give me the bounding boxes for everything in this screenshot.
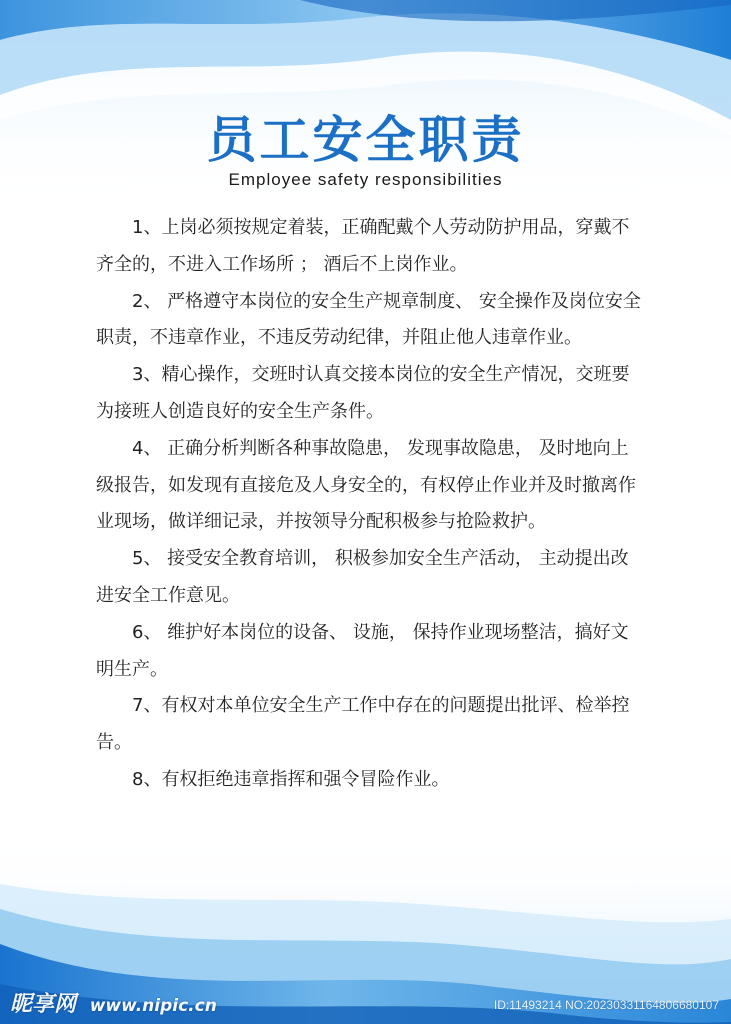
page-subtitle: Employee safety responsibilities: [228, 170, 503, 189]
list-item: 5、 接受安全教育培训， 积极参加安全生产活动， 主动提出改进安全工作意见。: [96, 548, 629, 606]
watermark-brand-name: 昵享网: [10, 992, 77, 1017]
watermark-brand: [10, 987, 217, 1018]
list-item: 6、 维护好本岗位的设备、 设施， 保持作业现场整洁，搞好文明生产。: [96, 621, 629, 680]
list-item: 1、上岗必须按规定着装，正确配戴个人劳动防护用品，穿戴不齐全的，不进入工作场所 ； 酒后不上岗作业。: [96, 217, 630, 275]
page-title: 员工安全职责: [206, 111, 525, 169]
list-item: 8、有权拒绝违章指挥和强令冒险作业。: [132, 768, 450, 790]
list-item: 3、精心操作，交班时认真交接本岗位的安全生产情况，交班要为接班人创造良好的安全生产条件。: [96, 364, 630, 422]
watermark-id: ID:11493214 NO:20230331164806680107: [493, 998, 719, 1012]
list-item: 4、 正确分析判断各种事故隐患， 发现事故隐患， 及时地向上级报告，如发现有直接危及人身安全的，有权停止作业并及时撤离作业现场，做详细记录，并按领导分配积极参与抢险救护。: [96, 437, 636, 533]
responsibilities-list: [96, 210, 641, 799]
list-item: 2、 严格遵守本岗位的安全生产规章制度、 安全操作及岗位安全职责，不违章作业，不违反劳动纪律，并阻止他人违章作业。: [96, 290, 641, 349]
list-item: 7、有权对本单位安全生产工作中存在的问题提出批评、检举控告。: [96, 695, 630, 754]
watermark-url: www.nipic.cn: [89, 996, 217, 1016]
